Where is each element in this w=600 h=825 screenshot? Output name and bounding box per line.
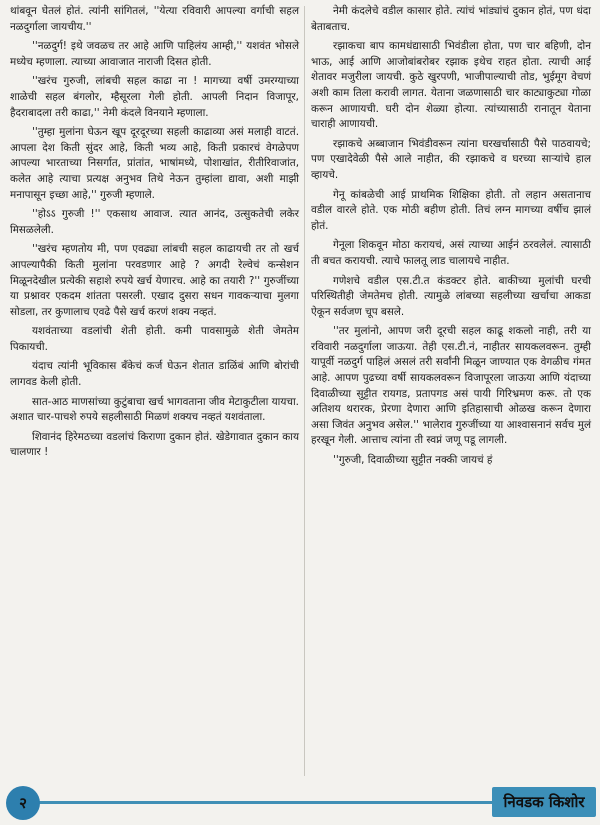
- page-number-badge: २: [6, 786, 40, 820]
- paragraph: ''तर मुलांनो, आपण जरी दूरची सहल काढू शकलो नाही, तरी या रविवारी नळदुर्गाला जाऊया. तेही एस.टी.नं, नाहीतर सायकलवरून. तुम्ही यापूर्वी नळदुर्ग पाहिलं असलं तरी सर्वांनी मिळून जाण्यात एक वेगळीच गंमत आहे. आपण पुढच्या वर्षी सायकलवरून विजापूरला जाऊया आणि यंदाच्या दिवाळीच्या सुट्टीत रायगड, प्रतापगड असं पायी गिरिभ्रमण करू. तो एक अतिशय थरारक, प्रेरणा देणारा आणि इतिहासाची ओळख करून देणारा असा जिवंत अनुभव असेल.'' भालेराव गुरुजींच्या या आश्वासनानं सर्वच मुलं हरखून गेली. आत्ताच त्यांना ती स्वप्नं जणू पडू लागली.: [311, 325, 591, 447]
- paragraph: ''खरंच म्हणतोय मी, पण एवढ्या लांबची सहल काढायची तर तो खर्च आपल्यापैकी किती मुलांना परवडणार आहे ? अगदी रेल्वेचं कन्सेशन मिळूनदेखील प्रत्येकी सहाशे रुपये खर्च येणारच. आहे का तयारी ?'' गुरुजींच्या या प्रश्नावर एकदम शांतता पसरली. एखाद दुसरा सधन गावकऱ्याचा मुलगा सोडला, तर कुणालाच एवढे पैसे खर्च करणं शक्य नव्हतं.: [10, 243, 299, 318]
- paragraph: ''नळदुर्ग! इथे जवळच तर आहे आणि पाहिलंय आम्ही,'' यशवंत भोसले मध्येच म्हणाला. त्याच्या आवाजात नाराजी दिसत होती.: [10, 40, 299, 68]
- paragraph: यंदाच त्यांनी भूविकास बँकेचं कर्ज घेऊन शेतात डाळिंबं आणि बोरांची लागवड केली होती.: [10, 360, 299, 389]
- paragraph: ''गुरुजी, दिवाळीच्या सुट्टीत नक्की जायचं हं: [333, 454, 493, 467]
- paragraph: ''होऽऽ गुरुजी !'' एकसाथ आवाज. त्यात आनंद, उत्सुकतेची लकेर मिसळलेली.: [10, 208, 299, 236]
- paragraph: शिवानंद हिरेमठच्या वडलांचं किराणा दुकान होतं. खेडेगावात दुकान काय चालणार !: [10, 430, 299, 459]
- magazine-brand-label: निवडक किशोर: [492, 787, 596, 817]
- paragraph: ''खरंच गुरुजी, लांबची सहल काढा ना ! मागच्या वर्षी उमरग्याच्या शाळेची सहल बंगलोर, म्हैसूरला गेली होती. आपली निदान विजापूर, हैदराबादला तरी काढा,'' नेमी कंदले विनयाने म्हणाला.: [10, 75, 299, 119]
- paragraph: रझाकचे अब्बाजान भिवंडीवरून त्यांना घरखर्चासाठी पैसे पाठवायचे; पण एखादेवेळी पैसे आले नाहीत, की रझाकचे व घरच्या साऱ्यांचे हाल व्हायचे.: [311, 137, 591, 181]
- paragraph: गेनू कांबळेची आई प्राथमिक शिक्षिका होती. तो लहान असतानाच वडील वारले होते. एक मोठी बहीण होती. तिचं लग्न मागच्या वर्षीच झालं होतं.: [311, 188, 591, 232]
- paragraph: थांबवून घेतलं होतं. त्यांनी सांगितलं, ''येत्या रविवारी आपल्या वर्गाची सहल नळदुर्गाला जायचीय.'': [10, 5, 299, 33]
- paragraph: गेनूला शिकवून मोठा करायचं, असं त्याच्या आईनं ठरवलेलं. त्यासाठी ती बचत करायची. त्याचे फालतू लाड चालायचे नाहीत.: [311, 239, 591, 267]
- paragraph: सात-आठ माणसांच्या कुटुंबाचा खर्च भागवताना जीव मेटाकुटीला यायचा. अशात चार-पाचशे रुपये सहलीसाठी मिळणं शक्यच नव्हतं यशवंताला.: [10, 395, 299, 424]
- paragraph: नेमी कंदलेचे वडील कासार होते. त्यांचं भांड्यांचं दुकान होतं, पण धंदा बेताबताच.: [311, 5, 591, 33]
- paragraph: रझाकचा बाप कामधंद्यासाठी भिवंडीला होता, पण चार बहिणी, दोन भाऊ, आई आणि आजोबांबरोबर रझाक इथेच राहत होता. त्याची आई शेतावर मजुरीला जायची. कुठे खुरपणी, भाजीपाल्याची तोड, भुईमूग वेचणं अशी काम तिला करावी लागत. येताना जळणासाठी चार काट्याकुट्या गोळा करून आणायची. घरी दोन शेळ्या होत्या. त्यांच्यासाठी रानातून येताना चाराही आणायची.: [311, 40, 591, 131]
- page-footer: [0, 783, 600, 825]
- paragraph: गणेशचे वडील एस.टी.त कंडक्टर होते. बाकीच्या मुलांची घरची परिस्थितीही जेमतेमच होती. त्यामुळे लांबच्या सहलीच्या खर्चाचा आकडा ऐकून सर्वजण चूप बसले.: [311, 274, 591, 318]
- paragraph: ''तुम्हा मुलांना घेऊन खूप दूरदूरच्या सहली काढाव्या असं मलाही वाटतं. आपला देश किती सुंदर आहे, किती भव्य आहे, किती प्रकारचं वेगळेपण आपल्या भारताच्या निसर्गात, प्रांतांत, भाषांमध्ये, पोशाखांत, रीतीरिवाजांत, कलेत आहे त्याचा प्रत्यक्ष अनुभव तिथे नेऊन तुम्हांला द्यावा, अशी माझी मनापासून इच्छा आहे,'' गुरुजी म्हणाले.: [10, 126, 299, 201]
- footer-rule: [32, 801, 492, 804]
- column-divider: [304, 6, 305, 776]
- paragraph: यशवंताच्या वडलांची शेती होती. कमी पावसामुळे शेती जेमतेम पिकायची.: [10, 325, 299, 353]
- left-column: [10, 4, 299, 465]
- right-column: [311, 4, 591, 473]
